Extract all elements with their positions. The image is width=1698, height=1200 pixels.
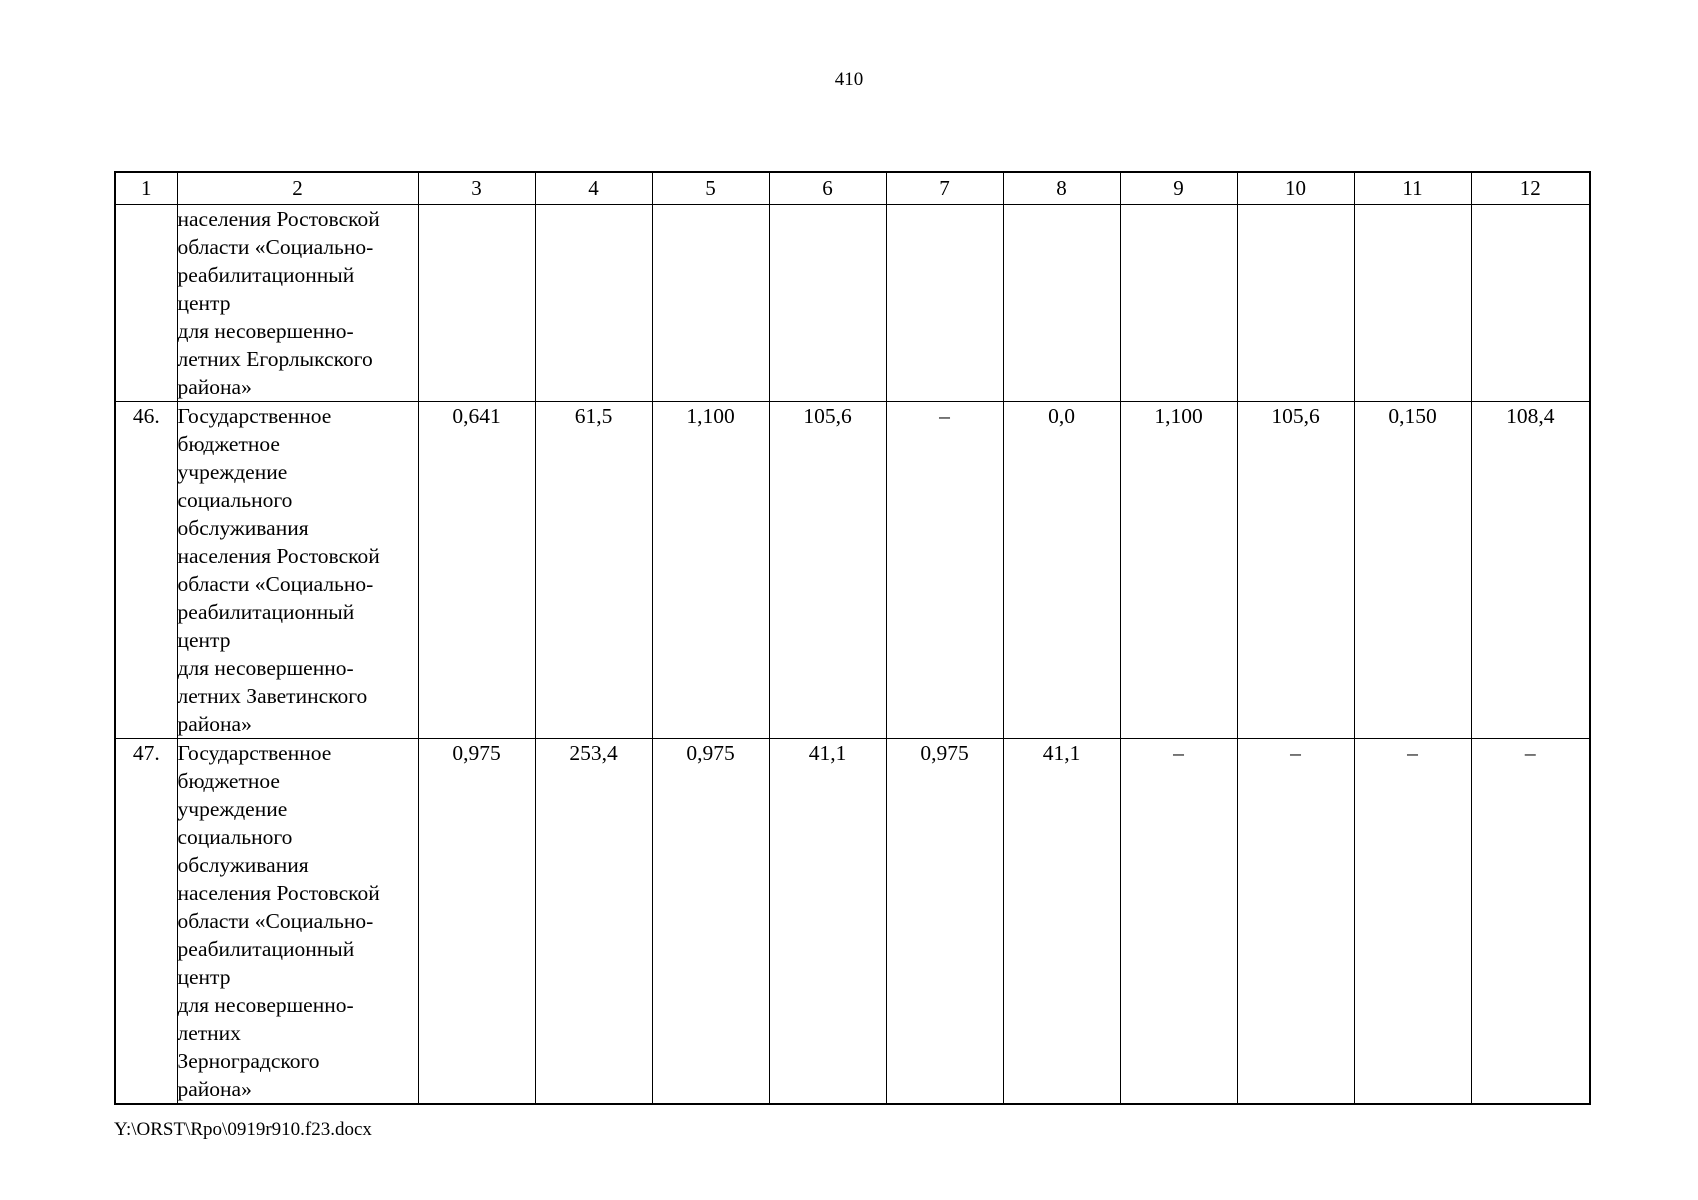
header-cell: 2	[177, 172, 418, 205]
institution-name-line: района»	[177, 375, 252, 399]
row-index: 47.	[115, 739, 177, 1105]
institution-name-line: населения Ростовской	[177, 207, 380, 231]
institution-name-line: для несовершенно-	[177, 656, 354, 680]
value-cell: 0,975	[418, 739, 535, 1105]
institution-name-line: реабилитационный	[177, 937, 355, 961]
institution-name-line: населения Ростовской	[177, 544, 380, 568]
header-cell: 3	[418, 172, 535, 205]
institution-name-line: учреждение	[177, 460, 288, 484]
institution-name-line: центр	[177, 965, 231, 989]
header-cell: 8	[1003, 172, 1120, 205]
value-cell: 41,1	[769, 739, 886, 1105]
header-cell: 10	[1237, 172, 1354, 205]
value-cell: 41,1	[1003, 739, 1120, 1105]
institution-name-line: социального	[177, 825, 293, 849]
value-cell: 0,975	[652, 739, 769, 1105]
institution-name-line: летних	[177, 1021, 241, 1045]
header-cell: 11	[1354, 172, 1471, 205]
institution-name-line: района»	[177, 712, 252, 736]
institution-name	[177, 739, 418, 1105]
value-cell	[769, 205, 886, 402]
value-cell: 1,100	[1120, 402, 1237, 739]
institution-name-line: для несовершенно-	[177, 319, 354, 343]
institution-name-line: Государственное	[177, 741, 332, 765]
header-cell: 5	[652, 172, 769, 205]
value-cell: –	[886, 402, 1003, 739]
institution-name-line: бюджетное	[177, 769, 280, 793]
value-cell: 1,100	[652, 402, 769, 739]
header-cell: 7	[886, 172, 1003, 205]
institution-name-line: области «Социально-	[177, 572, 374, 596]
header-cell: 6	[769, 172, 886, 205]
value-cell	[1120, 205, 1237, 402]
header-cell: 1	[115, 172, 177, 205]
institution-name	[177, 402, 418, 739]
institution-name-line: реабилитационный	[177, 263, 355, 287]
value-cell	[1237, 205, 1354, 402]
value-cell: –	[1354, 739, 1471, 1105]
table-row	[115, 205, 1590, 402]
value-cell: 0,150	[1354, 402, 1471, 739]
value-cell: –	[1471, 739, 1590, 1105]
institution-name-line: района»	[177, 1077, 252, 1101]
institution-name-line: центр	[177, 291, 231, 315]
value-cell	[418, 205, 535, 402]
value-cell	[1003, 205, 1120, 402]
header-cell: 4	[535, 172, 652, 205]
value-cell: 105,6	[769, 402, 886, 739]
institution-name-line: центр	[177, 628, 231, 652]
value-cell	[1354, 205, 1471, 402]
header-cell: 12	[1471, 172, 1590, 205]
institution-name-line: социального	[177, 488, 293, 512]
institution-name-line: Государственное	[177, 404, 332, 428]
value-cell	[886, 205, 1003, 402]
institution-name-line: области «Социально-	[177, 909, 374, 933]
footer-file-path: Y:\ORST\Rpo\0919r910.f23.docx	[114, 1119, 372, 1140]
institution-name-line: Зерноградского	[177, 1049, 320, 1073]
value-cell: 105,6	[1237, 402, 1354, 739]
value-cell: 0,0	[1003, 402, 1120, 739]
header-row	[115, 172, 1590, 205]
value-cell	[652, 205, 769, 402]
value-cell: 253,4	[535, 739, 652, 1105]
data-table	[114, 171, 1591, 1105]
institution-name-line: летних Егорлыкского	[177, 347, 373, 371]
institution-name-line: обслуживания	[177, 853, 309, 877]
institution-name-line: реабилитационный	[177, 600, 355, 624]
institution-name-line: обслуживания	[177, 516, 309, 540]
value-cell	[535, 205, 652, 402]
row-index	[115, 205, 177, 402]
value-cell	[1471, 205, 1590, 402]
table-row	[115, 402, 1590, 739]
institution-name-line: для несовершенно-	[177, 993, 354, 1017]
institution-name-line: бюджетное	[177, 432, 280, 456]
value-cell: –	[1237, 739, 1354, 1105]
institution-name-line: населения Ростовской	[177, 881, 380, 905]
value-cell: 0,975	[886, 739, 1003, 1105]
value-cell: 108,4	[1471, 402, 1590, 739]
institution-name-line: летних Заветинского	[177, 684, 368, 708]
table-row	[115, 739, 1590, 1105]
header-cell: 9	[1120, 172, 1237, 205]
page-number: 410	[834, 69, 864, 90]
institution-name-line: области «Социально-	[177, 235, 374, 259]
row-index: 46.	[115, 402, 177, 739]
value-cell: 0,641	[418, 402, 535, 739]
value-cell: 61,5	[535, 402, 652, 739]
institution-name	[177, 205, 418, 402]
value-cell: –	[1120, 739, 1237, 1105]
institution-name-line: учреждение	[177, 797, 288, 821]
